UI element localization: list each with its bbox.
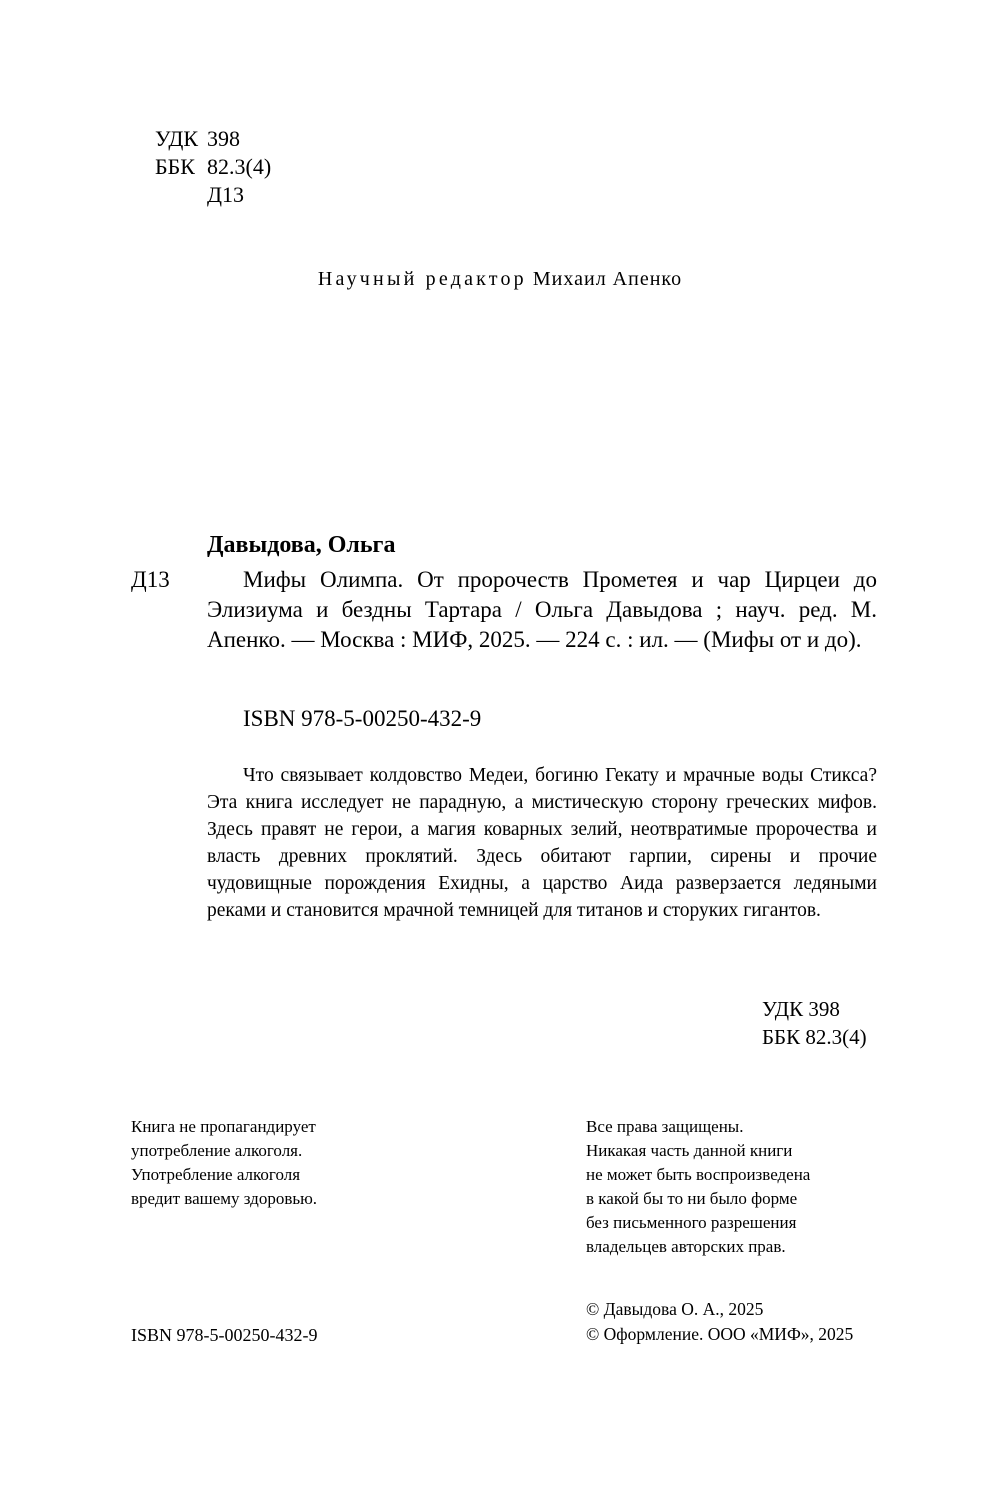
isbn-bottom: ISBN 978-5-00250-432-9 — [131, 1325, 318, 1345]
editor-role: Научный редактор — [317, 268, 527, 290]
record-author: Давыдова, Ольга — [207, 532, 396, 558]
record-isbn: ISBN 978-5-00250-432-9 — [243, 706, 482, 731]
rights-notice-line: в какой бы то ни было форме — [586, 1189, 798, 1208]
bbk-value: 82.3(4) — [207, 154, 272, 179]
right-bbk: ББК 82.3(4) — [762, 1025, 867, 1049]
udk-value: 398 — [207, 126, 240, 151]
author-mark-row — [155, 181, 271, 209]
rights-notice-line: владельцев авторских прав. — [586, 1237, 786, 1256]
alcohol-notice-line: Употребление алкоголя — [131, 1165, 301, 1184]
bbk-row — [155, 153, 271, 181]
alcohol-notice — [131, 1115, 317, 1211]
scientific-editor-line — [0, 268, 1000, 291]
rights-notice-line: Все права защищены. — [586, 1117, 744, 1136]
author-mark: Д13 — [207, 182, 245, 207]
rights-notice-line: Никакая часть данной книги — [586, 1141, 793, 1160]
copyright-line: © Оформление. ООО «МИФ», 2025 — [586, 1324, 854, 1344]
rights-notice-line: без письменного разрешения — [586, 1213, 797, 1232]
alcohol-notice-line: вредит вашему здоровью. — [131, 1189, 318, 1208]
top-classification-block — [155, 125, 271, 209]
alcohol-notice-line: Книга не пропагандирует — [131, 1117, 316, 1136]
book-annotation: Что связывает колдовство Медеи, богиню Гекату и мрачные воды Стикса? Эта книга исследует не парадную, а мистическую сторону греческих мифов. Здесь правят не герои, а магия коварных зелий, неотвратимые пророчества и власть древних проклятий. Здесь обитают гарпии, сирены и прочие чудовищные порождения Ехидны, а царство Аида разверзается ледяными реками и становится мрачной темницей для титанов и сторуких гигантов. — [207, 765, 877, 921]
udk-row — [155, 125, 271, 153]
record-author-code: Д13 — [131, 567, 170, 592]
right-classification-block — [762, 995, 867, 1051]
right-udk: УДК 398 — [762, 997, 840, 1021]
alcohol-notice-line: употребление алкоголя. — [131, 1141, 303, 1160]
editor-name: Михаил Апенко — [532, 268, 683, 290]
copyright-line: © Давыдова О. А., 2025 — [586, 1299, 764, 1319]
bbk-label: ББК — [155, 154, 195, 179]
rights-notice-line: не может быть воспроизведена — [586, 1165, 811, 1184]
udk-label: УДК — [155, 126, 199, 151]
rights-notice — [586, 1115, 810, 1259]
record-description: Мифы Олимпа. От пророчеств Прометея и чар Цирцеи до Элизиума и бездны Тартара / Ольга Давыдова ; науч. ред. М. Апенко. — Москва : МИФ, 2025. — 224 с. : ил. — (Мифы от и до). — [207, 567, 877, 652]
copyright-block — [586, 1297, 853, 1347]
